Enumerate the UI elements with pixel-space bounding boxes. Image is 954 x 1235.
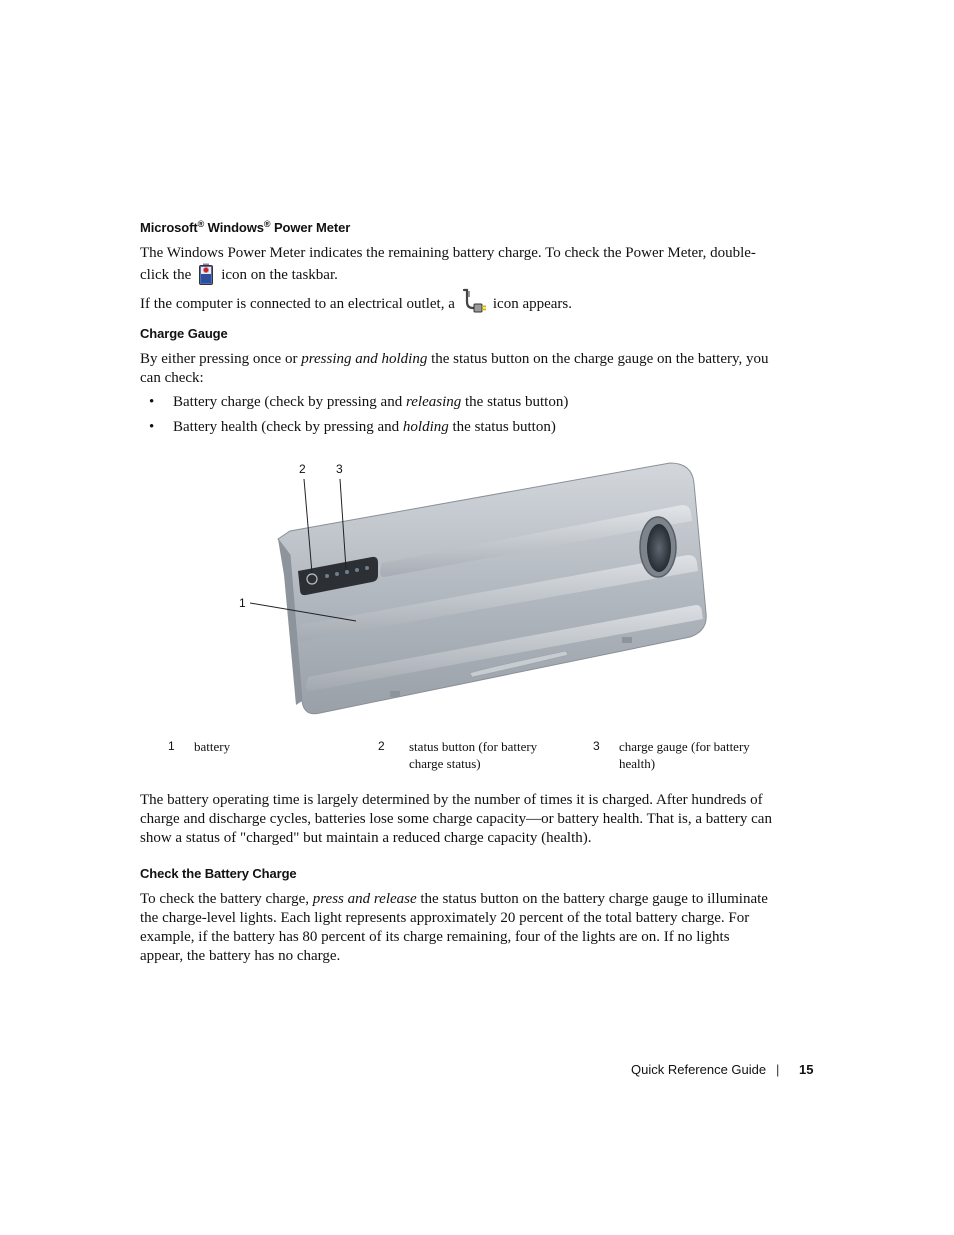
- legend-text-line: charge status): [409, 756, 481, 771]
- heading-text-power-meter: Power Meter: [270, 220, 351, 235]
- registered-mark: ®: [197, 219, 205, 229]
- bullet-marker: •: [149, 394, 155, 410]
- text-run: the status button): [448, 419, 556, 435]
- text-run-italic: press and release: [312, 891, 417, 907]
- legend-number: 3: [593, 739, 600, 753]
- text-run-italic: releasing: [405, 394, 462, 410]
- power-meter-paragraph: [140, 244, 830, 291]
- paragraph-line: charge and discharge cycles, batteries lose some charge capacity—or battery health. That is, a battery can: [140, 811, 772, 827]
- legend-item-charge-gauge: [619, 738, 809, 772]
- text-run: If the computer is connected to an electrical outlet, a: [140, 296, 455, 312]
- callout-label-2: 2: [299, 462, 306, 476]
- callout-label-3: 3: [336, 462, 343, 476]
- text-run: icon appears.: [492, 296, 573, 312]
- legend-item-status-button: [409, 738, 584, 772]
- check-charge-paragraph: [140, 890, 830, 966]
- paragraph-line: [140, 263, 830, 291]
- text-run: the status button on the charge gauge on the battery, you: [427, 351, 769, 367]
- paragraph-line: can check:: [140, 370, 204, 386]
- heading-text-microsoft: Microsoft: [140, 220, 198, 235]
- bullet-item: [149, 393, 813, 412]
- text-run: To check the battery charge,: [140, 891, 313, 907]
- paragraph-line: appear, the battery has no charge.: [140, 948, 341, 964]
- heading-text-windows: Windows: [204, 220, 264, 235]
- legend-item-battery: [194, 738, 364, 755]
- text-run-italic: holding: [402, 419, 449, 435]
- bullet-item: [149, 418, 813, 437]
- footer-separator: |: [776, 1062, 780, 1077]
- paragraph-line: the charge-level lights. Each light represents approximately 20 percent of the total battery charge. For: [140, 910, 750, 926]
- legend-text-line: status button (for battery: [409, 739, 538, 754]
- text-run-italic: pressing and holding: [301, 351, 428, 367]
- text-run: the status button): [461, 394, 569, 410]
- page-number: 15: [799, 1062, 814, 1077]
- legend-number: 2: [378, 739, 385, 753]
- electrical-outlet-paragraph: [140, 288, 830, 320]
- text-run: icon on the taskbar.: [221, 267, 338, 283]
- battery-meter-icon: [197, 263, 215, 291]
- paragraph-line: The battery operating time is largely determined by the number of times it is charged. After hundreds of: [140, 792, 763, 808]
- paragraph-line: The Windows Power Meter indicates the remaining battery charge. To check the Power Meter, double-: [140, 245, 756, 261]
- legend-text-line: battery: [194, 739, 231, 754]
- heading-charge-gauge: Charge Gauge: [140, 326, 228, 341]
- legend-text-line: charge gauge (for battery: [619, 739, 750, 754]
- bullet-marker: •: [149, 419, 155, 435]
- callout-label-1: 1: [239, 596, 246, 610]
- legend-text-line: health): [619, 756, 656, 771]
- battery-illustration: [230, 455, 730, 725]
- heading-power-meter: [140, 219, 350, 235]
- battery-figure: [230, 455, 730, 725]
- power-plug-icon: [461, 288, 487, 320]
- registered-mark: ®: [263, 219, 271, 229]
- paragraph-line: example, if the battery has 80 percent of its charge remaining, four of the lights are on. If no lights: [140, 929, 730, 945]
- paragraph-line: [140, 890, 830, 909]
- text-run: click the: [140, 267, 192, 283]
- footer-guide-title: Quick Reference Guide: [631, 1062, 767, 1077]
- heading-check-battery-charge: Check the Battery Charge: [140, 866, 297, 881]
- text-run: Battery health (check by pressing and: [173, 419, 403, 435]
- paragraph-line: show a status of "charged" but maintain a reduced charge capacity (health).: [140, 830, 592, 846]
- battery-operating-time-paragraph: [140, 791, 830, 848]
- text-run: By either pressing once or: [140, 351, 302, 367]
- paragraph-line: [140, 350, 830, 369]
- charge-gauge-intro: [140, 350, 830, 388]
- text-run: Battery charge (check by pressing and: [173, 394, 406, 410]
- legend-number: 1: [168, 739, 175, 753]
- text-run: the status button on the battery charge gauge to illuminate: [416, 891, 768, 907]
